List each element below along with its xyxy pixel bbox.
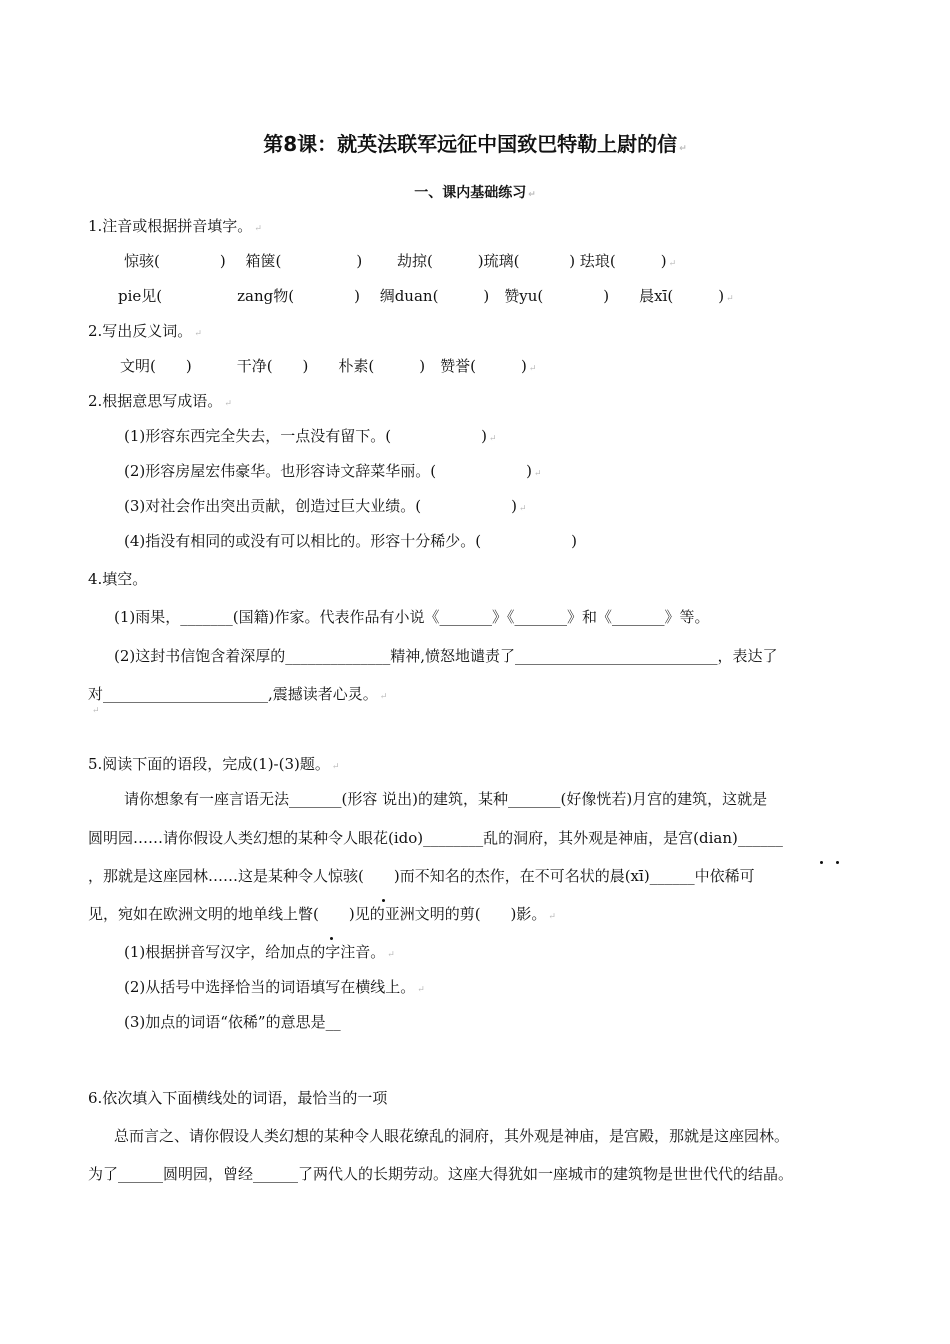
paragraph-mark: ↵ [548, 912, 556, 922]
paragraph-mark: ↵ [387, 950, 395, 960]
q5-passage-line-4: 见，宛如在欧洲文明的地单线上瞥( )见的亚洲文明的剪( )影。 ↵ [88, 905, 556, 923]
paragraph-mark: ↵ [92, 706, 100, 716]
paragraph-mark: ↵ [488, 434, 497, 444]
q5-sub-2: (2)从括号中选择恰当的词语填写在横线上。 ↵ [124, 978, 425, 996]
q5-passage-line-2: 圆明园……请你假设人类幻想的某种令人眼花(ido)________乱的洞府，其外观是神庙，是宫(dian)______ [88, 829, 783, 847]
q3-heading: 2.根据意思写成语。 ↵ [88, 392, 232, 410]
q5-sub-1: (1)根据拼音写汉字，给加点的字注音。 ↵ [124, 943, 395, 961]
q6-passage-line-1: 总而言之、请你假设人类幻想的某种令人眼花缭乱的洞府，其外观是神庙，是宫殿，那就是这座园林。 [114, 1127, 790, 1145]
q4-line-3: 对______________________,震撼读者心灵。 ↵ [88, 685, 388, 703]
emphasis-dot [330, 937, 333, 940]
q4-line-2: (2)这封书信饱含着深厚的______________精神,愤怒地谴责了___________________________，表达了 [114, 647, 778, 665]
q3-item-2: (2)形容房屋宏伟豪华。也形容诗文辞菜华丽。( ) ↵ [124, 462, 542, 480]
emphasis-dot [836, 861, 839, 864]
paragraph-mark: ↵ [331, 762, 340, 772]
q1-row1: 惊骇( ) 箱箧( ) 劫掠( )琉璃( ) 珐琅( ) ↵ [124, 252, 677, 270]
q3-item-3: (3)对社会作出突出贡献，创造过巨大业绩。( ) ↵ [124, 497, 527, 515]
q4-heading: 4.填空。 [88, 570, 148, 588]
paragraph-mark: ↵ [194, 329, 202, 339]
paragraph-mark: ↵ [379, 692, 388, 702]
q3-item-1: (1)形容东西完全失去，一点没有留下。( ) ↵ [124, 427, 497, 445]
paragraph-mark: ↵ [224, 399, 232, 409]
q5-heading: 5.阅读下面的语段，完成(1)-(3)题。 ↵ [88, 755, 340, 773]
q1-heading: 1.注音或根据拼音填字。 ↵ [88, 217, 262, 235]
paragraph-mark: ↵ [518, 504, 527, 514]
q6-passage-line-2: 为了______圆明园，曾经______了两代人的长期劳动。这座大得犹如一座城市的建筑物是世世代代的结晶。 [88, 1165, 794, 1183]
q2-row: 文明( ) 干净( ) 朴素( ) 赞誉( ) ↵ [120, 357, 537, 375]
q6-heading: 6.依次填入下面横线处的词语，最恰当的一项 [88, 1089, 388, 1107]
emphasis-dot [382, 899, 385, 902]
paragraph-mark: ↵ [533, 469, 542, 479]
paragraph-mark: ↵ [528, 364, 537, 374]
q3-item-4: (4)指没有相同的或没有可以相比的。形容十分稀少。( ) [124, 532, 577, 550]
q4-line-1: (1)雨果，_______(国籍)作家。代表作品有小说《_______》《_______》和《_______》等。 [114, 608, 710, 626]
q5-passage-line-3: ，那就是这座园林……这是某种令人惊骇( )而不知名的杰作，在不可名状的晨(xī)______中依稀可 [88, 867, 755, 885]
paragraph-mark: ↵ [668, 259, 677, 269]
q1-row2: pie见( zang物( ) 绸duan( ) 赞yu( ) 晨xī( ) ↵ [118, 287, 734, 305]
paragraph-mark: ↵ [679, 144, 687, 154]
paragraph-mark: ↵ [254, 224, 262, 234]
q5-passage-line-1: 请你想象有一座言语无法_______(形容 说出)的建筑，某种_______(好像恍若)月宫的建筑，这就是 [124, 790, 768, 808]
emphasis-dot [820, 861, 823, 864]
q5-sub-3: (3)加点的词语“依稀”的意思是__ [124, 1013, 341, 1031]
lesson-title: 第8课：就英法联军远征中国致巴特勒上尉的信 ↵ [263, 132, 687, 156]
paragraph-mark: ↵ [417, 985, 425, 995]
section-heading: 一、课内基础练习 ↵ [414, 185, 536, 201]
q2-heading: 2.写出反义词。 ↵ [88, 322, 202, 340]
paragraph-mark: ↵ [726, 294, 734, 304]
paragraph-mark: ↵ [528, 190, 536, 200]
